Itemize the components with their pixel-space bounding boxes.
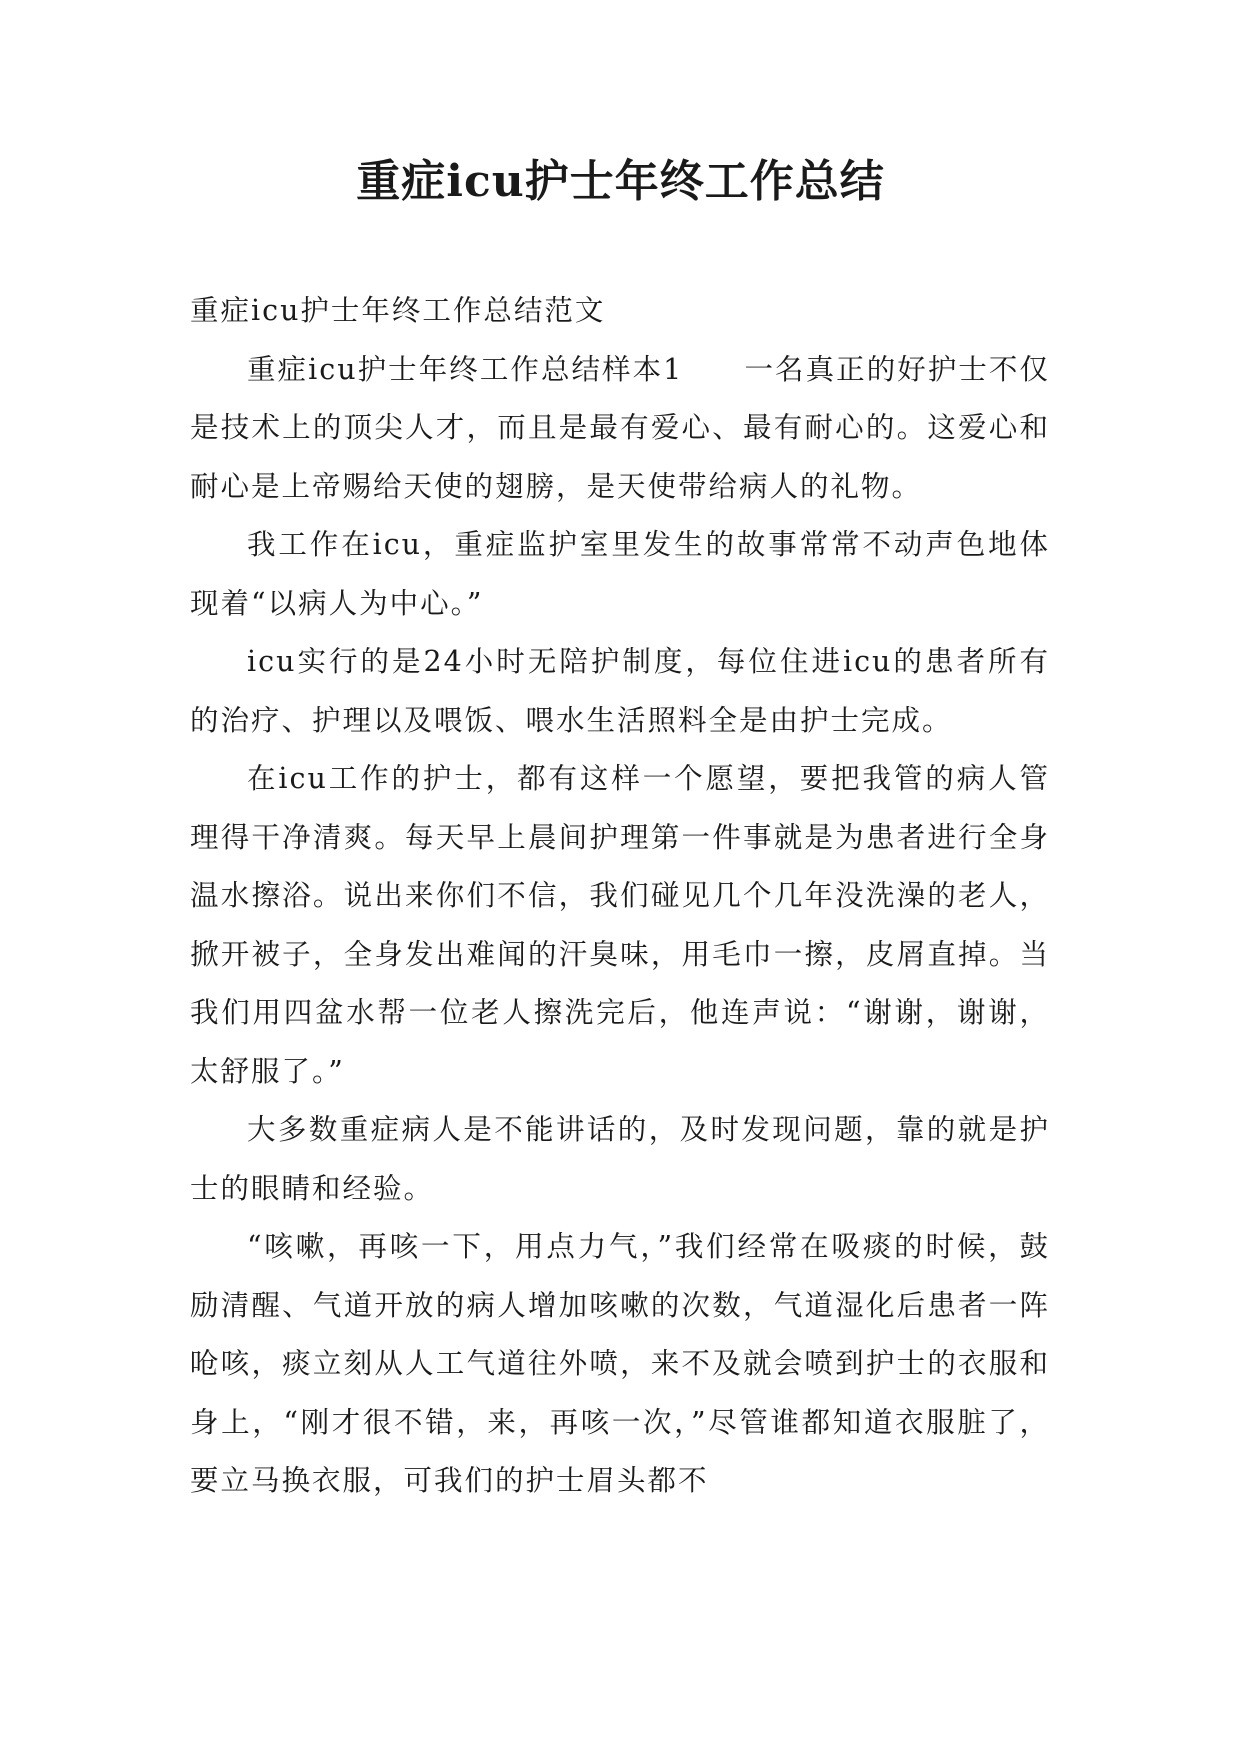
paragraph-2: 我工作在icu，重症监护室里发生的故事常常不动声色地体现着“以病人为中心。” [190,528,1050,620]
paragraph-4: 在icu工作的护士，都有这样一个愿望，要把我管的病人管理得干净清爽。每天早上晨间护理第一件事就是为患者进行全身温水擦浴。说出来你们不信，我们碰见几个几年没洗澡的老人，掀开被子，全身发出难闻的汗臭味，用毛巾一擦，皮屑直掉。当我们用四盆水帮一位老人擦洗完后，他连声说：“谢谢，谢谢，太舒服了。” [190,762,1050,1088]
document-subtitle: 重症icu护士年终工作总结范文 [190,294,606,327]
document-body [190,282,1050,1511]
paragraph-5: 大多数重症病人是不能讲话的，及时发现问题，靠的就是护士的眼睛和经验。 [190,1113,1050,1205]
paragraph-6: “咳嗽，再咳一下，用点力气，”我们经常在吸痰的时候，鼓励清醒、气道开放的病人增加咳嗽的次数，气道湿化后患者一阵呛咳，痰立刻从人工气道往外喷，来不及就会喷到护士的衣服和身上，“刚才很不错，来，再咳一次，”尽管谁都知道衣服脏了，要立马换衣服，可我们的护士眉头都不 [190,1230,1050,1497]
document-title: 重症icu护士年终工作总结 [356,156,885,207]
paragraph-3: icu实行的是24小时无陪护制度，每位住进icu的患者所有的治疗、护理以及喂饭、喂水生活照料全是由护士完成。 [190,645,1050,737]
paragraph-1: 重症icu护士年终工作总结样本1 一名真正的好护士不仅是技术上的顶尖人才，而且是最有爱心、最有耐心的。这爱心和耐心是上帝赐给天使的翅膀，是天使带给病人的礼物。 [190,352,1050,503]
